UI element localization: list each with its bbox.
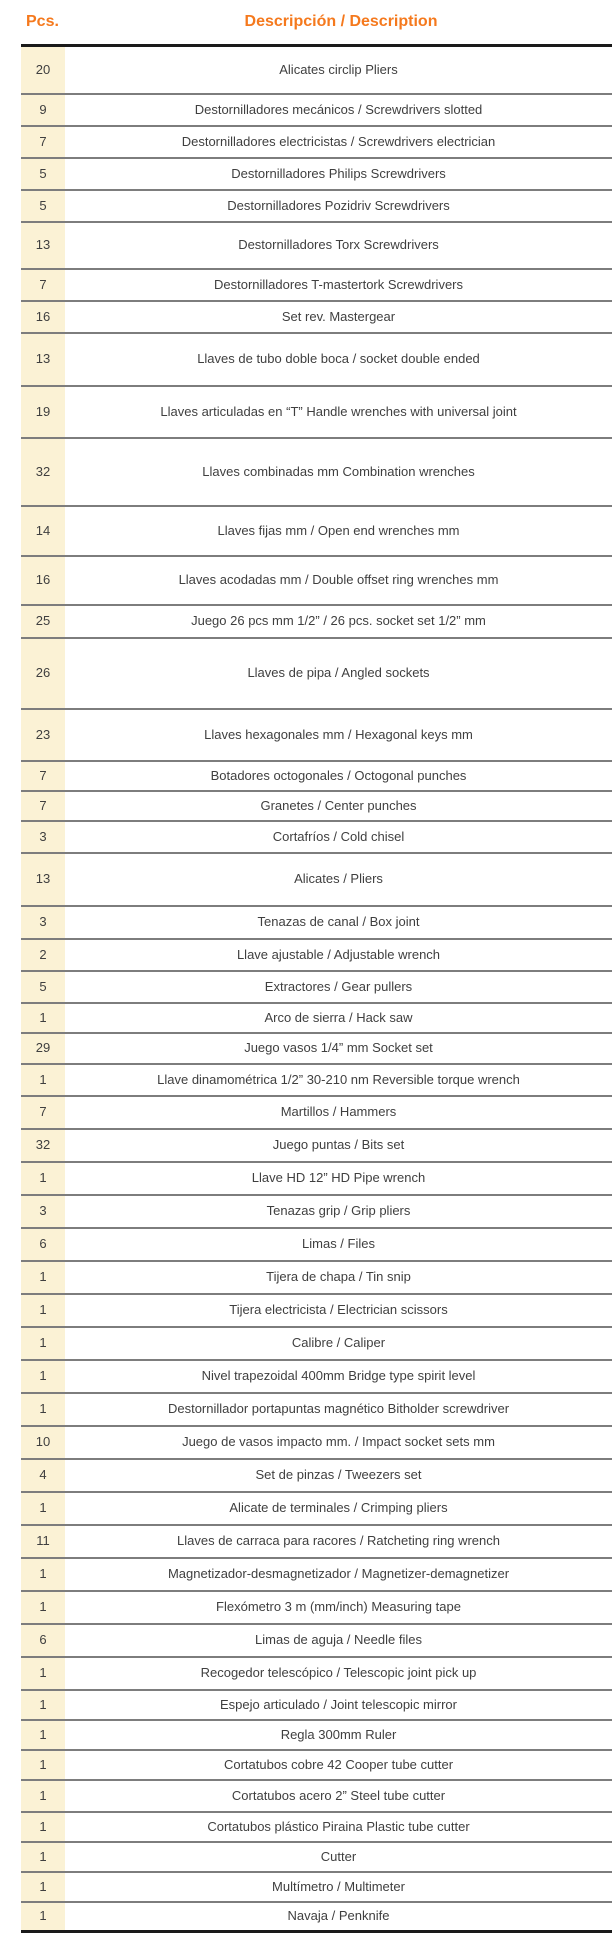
description-cell: Llaves fijas mm / Open end wrenches mm [217,522,460,538]
description-cell: Llave dinamométrica 1/2” 30-210 nm Reversible torque wrench [157,1071,520,1087]
pcs-cell: 13 [21,223,65,268]
description-cell: Granetes / Center punches [260,797,417,813]
pcs-cell: 1 [21,1361,65,1392]
table-row [21,1460,612,1493]
description-column-header: Descripción / Description [244,13,438,30]
description-cell: Set de pinzas / Tweezers set [255,1467,422,1483]
description-cell: Alicate de terminales / Crimping pliers [229,1500,448,1516]
pcs-cell: 1 [21,1394,65,1425]
table-row [21,792,612,822]
table-row [21,1721,612,1751]
pcs-cell: 29 [21,1034,65,1063]
table-row [21,1493,612,1526]
pcs-column-header: Pcs. [26,13,59,30]
pcs-cell: 1 [21,1843,65,1871]
description-cell: Limas de aguja / Needle files [255,1632,422,1648]
table-row [21,1229,612,1262]
table-row [21,972,612,1004]
pcs-cell: 3 [21,907,65,938]
pcs-cell: 1 [21,1065,65,1095]
table-row [21,387,612,439]
description-cell: Extractores / Gear pullers [264,978,413,994]
description-cell: Juego vasos 1/4” mm Socket set [244,1040,433,1056]
pcs-cell: 5 [21,159,65,189]
table-row [21,1559,612,1592]
table-row [21,1394,612,1427]
table-row [21,940,612,972]
table-row [21,270,612,302]
pcs-cell: 1 [21,1262,65,1293]
table-row [21,47,612,95]
table-row [21,95,612,127]
table-row [21,1262,612,1295]
table-row [21,302,612,334]
description-cell: Regla 300mm Ruler [280,1726,397,1742]
table-row [21,1163,612,1196]
table-row [21,1658,612,1691]
pcs-cell: 32 [21,439,65,505]
description-cell: Navaja / Penknife [287,1908,390,1924]
description-cell: Multímetro / Multimeter [272,1878,405,1894]
table-row [21,1361,612,1394]
pcs-cell: 14 [21,507,65,555]
pcs-cell: 25 [21,606,65,637]
table-row [21,1843,612,1873]
pcs-cell: 7 [21,792,65,820]
description-cell: Destornilladores Torx Screwdrivers [238,237,439,253]
description-cell: Calibre / Caliper [291,1335,386,1351]
table-row [21,1751,612,1781]
table-row [21,1034,612,1065]
description-cell: Tenazas grip / Grip pliers [266,1203,411,1219]
pcs-cell: 1 [21,1903,65,1930]
table-row [21,1873,612,1903]
table-row [21,1526,612,1559]
pcs-cell: 13 [21,334,65,385]
description-cell: Destornilladores mecánicos / Screwdrivers slotted [194,101,483,117]
pcs-cell: 1 [21,1873,65,1901]
description-cell: Llaves acodadas mm / Double offset ring wrenches mm [178,572,499,588]
description-cell: Destornilladores Philips Screwdrivers [231,165,446,181]
table-row [21,557,612,606]
pcs-cell: 16 [21,302,65,332]
description-cell: Cortatubos acero 2” Steel tube cutter [231,1787,446,1803]
pcs-cell: 1 [21,1163,65,1194]
table-row [21,1004,612,1034]
description-cell: Espejo articulado / Joint telescopic mirror [220,1696,457,1712]
pcs-cell: 10 [21,1427,65,1458]
pcs-cell: 7 [21,762,65,790]
description-cell: Tijera electricista / Electrician scissors [229,1302,448,1318]
pcs-cell: 1 [21,1295,65,1326]
table-row [21,1625,612,1658]
pcs-cell: 1 [21,1781,65,1811]
table-row [21,334,612,387]
table-row [21,762,612,792]
description-cell: Llaves combinadas mm Combination wrenches [202,463,475,479]
pcs-cell: 9 [21,95,65,125]
table-row [21,639,612,710]
pcs-cell: 13 [21,854,65,905]
table-row [21,1592,612,1625]
pcs-cell: 19 [21,387,65,437]
table-row [21,439,612,507]
pcs-cell: 1 [21,1751,65,1779]
tool-inventory-table [21,0,612,1933]
description-cell: Destornilladores electricistas / Screwdrivers electrician [181,133,496,149]
table-row [21,1813,612,1843]
description-cell: Alicates / Pliers [294,871,383,887]
pcs-cell: 1 [21,1691,65,1719]
description-cell: Juego de vasos impacto mm. / Impact socket sets mm [182,1434,495,1450]
pcs-cell: 1 [21,1592,65,1623]
table-row [21,1427,612,1460]
pcs-cell: 1 [21,1493,65,1524]
pcs-cell: 7 [21,270,65,300]
description-cell: Llaves de tubo doble boca / socket double ended [197,351,480,367]
description-cell: Llave HD 12” HD Pipe wrench [251,1170,426,1186]
pcs-cell: 3 [21,1196,65,1227]
pcs-cell: 1 [21,1658,65,1689]
pcs-cell: 1 [21,1813,65,1841]
table-row [21,1065,612,1097]
description-cell: Flexómetro 3 m (mm/inch) Measuring tape [216,1599,461,1615]
description-cell: Llaves articuladas en “T” Handle wrenches with universal joint [160,403,517,419]
table-row [21,1328,612,1361]
description-cell: Botadores octogonales / Octogonal punches [210,767,467,783]
table-row [21,854,612,907]
description-cell: Cortafríos / Cold chisel [272,828,405,844]
table-row [21,127,612,159]
table-body [21,47,612,1930]
description-cell: Arco de sierra / Hack saw [264,1009,413,1025]
description-cell: Llave ajustable / Adjustable wrench [236,946,441,962]
description-cell: Tenazas de canal / Box joint [257,914,420,930]
pcs-cell: 5 [21,972,65,1002]
table-row [21,1691,612,1721]
table-row [21,507,612,557]
description-cell: Destornilladores T-mastertork Screwdrivers [214,276,463,292]
table-row [21,223,612,270]
table-row [21,1781,612,1813]
table-row [21,907,612,940]
table-header-row [21,0,612,47]
pcs-cell: 32 [21,1130,65,1161]
pcs-cell: 4 [21,1460,65,1491]
pcs-cell: 26 [21,639,65,708]
pcs-cell: 23 [21,710,65,760]
description-cell: Destornilladores Pozidriv Screwdrivers [227,197,450,213]
pcs-cell: 6 [21,1625,65,1656]
table-row [21,191,612,223]
table-row [21,159,612,191]
pcs-cell: 16 [21,557,65,604]
table-row [21,822,612,854]
table-row [21,710,612,762]
pcs-cell: 1 [21,1004,65,1032]
table-row [21,1097,612,1130]
pcs-cell: 2 [21,940,65,970]
pcs-cell: 1 [21,1559,65,1590]
description-cell: Llaves de carraca para racores / Ratcheting ring wrench [177,1533,500,1549]
pcs-cell: 6 [21,1229,65,1260]
pcs-cell: 20 [21,47,65,93]
description-cell: Cutter [320,1848,357,1864]
description-cell: Tijera de chapa / Tin snip [266,1269,411,1285]
description-cell: Llaves hexagonales mm / Hexagonal keys mm [204,726,473,742]
pcs-cell: 1 [21,1328,65,1359]
pcs-cell: 7 [21,1097,65,1128]
pcs-cell: 5 [21,191,65,221]
description-cell: Nivel trapezoidal 400mm Bridge type spirit level [201,1368,476,1384]
description-cell: Magnetizador-desmagnetizador / Magnetizer-demagnetizer [167,1566,510,1582]
table-row [21,1903,612,1930]
description-cell: Limas / Files [302,1236,375,1252]
pcs-cell: 7 [21,127,65,157]
description-cell: Juego 26 pcs mm 1/2” / 26 pcs. socket set 1/2” mm [191,613,486,629]
description-cell: Recogedor telescópico / Telescopic joint pick up [200,1665,477,1681]
pcs-cell: 3 [21,822,65,852]
description-cell: Cortatubos plástico Piraina Plastic tube cutter [207,1818,470,1834]
description-cell: Cortatubos cobre 42 Cooper tube cutter [223,1756,454,1772]
table-row [21,1295,612,1328]
pcs-cell: 1 [21,1721,65,1749]
description-cell: Martillos / Hammers [280,1104,397,1120]
description-cell: Llaves de pipa / Angled sockets [247,665,430,681]
description-cell: Alicates circlip Pliers [279,61,398,77]
pcs-cell: 11 [21,1526,65,1557]
description-cell: Destornillador portapuntas magnético Bitholder screwdriver [167,1401,510,1417]
description-cell: Juego puntas / Bits set [272,1137,405,1153]
table-row [21,1196,612,1229]
table-row [21,1130,612,1163]
description-cell: Set rev. Mastergear [281,308,396,324]
table-row [21,606,612,639]
